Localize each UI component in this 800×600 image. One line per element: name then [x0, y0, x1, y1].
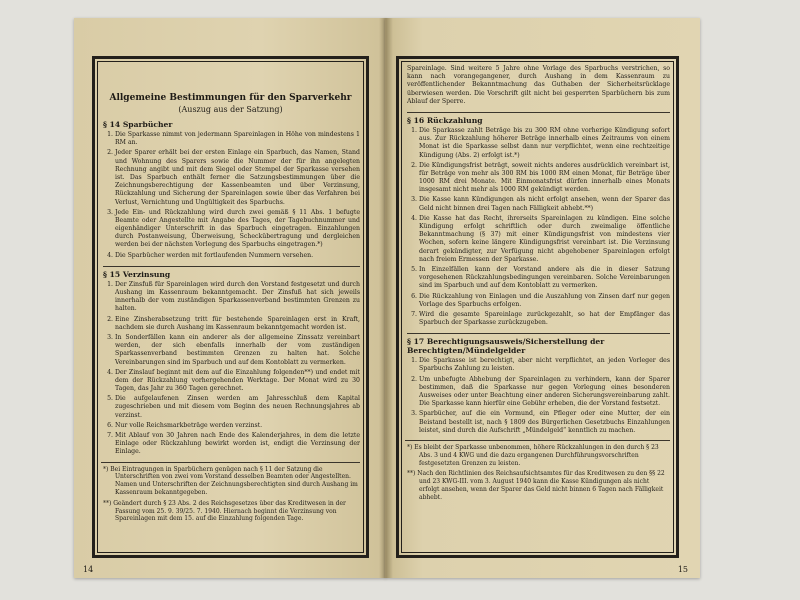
footnote: *) Bei Eintragungen in Sparbüchern genügen nach § 11 der Satzung die Unterschriften von zwei vom Vorstand desselben Beamten oder Angestellten. Namen und Unterschriften der Zeichnungsberechtigten sind durch Aushang im Kassenraum bekanntgegeben.	[103, 465, 358, 496]
footnotes	[101, 462, 360, 524]
list-item: 1. Die Sparkasse zahlt Beträge bis zu 300 RM ohne vorherige Kündigung sofort aus. Zur Rückzahlung höherer Beträge innerhalb eines Zeitraums von einem Monat ist die Sparkasse selbst dann nur verpflichtet, wenn eine rechtzeitige Kündigung (Abs. 2) erfolgt ist.*)	[419, 127, 670, 160]
list-item: 7. Mit Ablauf von 30 Jahren nach Ende des Kalenderjahres, in dem die letzte Einlage oder Rückzahlung bewirkt worden ist, endigt die Verzinsung der Einlage.	[115, 432, 360, 457]
list-item: 1. Die Sparkasse nimmt von jedermann Spareinlagen in Höhe von mindestens 1 RM an.	[115, 131, 360, 147]
footnotes	[405, 440, 670, 502]
page-title: Allgemeine Bestimmungen für den Sparverkehr	[109, 93, 352, 103]
continuation-text: Spareinlage. Sind weitere 5 Jahre ohne Vorlage des Sparbuchs verstrichen, so kann nach vorangegangener, durch Aushang in dem Kassenraum zu veröffentlichender Bekanntmachung das Guthaben der Sicherheitsrücklage überwiesen werden. Die Vorschrift gilt nicht bei gesperrten Sparbüchern bis zum Ablauf der Sperre.	[407, 65, 670, 105]
list-item: 4. Der Zinslauf beginnt mit dem auf die Einzahlung folgenden**) und endet mit dem der Rückzahlung vorhergehenden Werktage. Der Monat wird zu 30 Tagen, das Jahr zu 360 Tagen gerechnet.	[115, 369, 360, 394]
section-17-list	[405, 357, 670, 435]
section-heading: § 14 Sparbücher	[103, 120, 173, 129]
list-item: 3. Die Kasse kann Kündigungen als nicht erfolgt ansehen, wenn der Sparer das Geld nicht binnen drei Tagen nach Fälligkeit abhebt.**)	[419, 196, 670, 212]
section-heading: § 15 Verzinsung	[103, 266, 360, 279]
binding-gutter	[379, 18, 393, 578]
page-subtitle: (Auszug aus der Satzung)	[178, 105, 283, 114]
list-item: 2. Um unbefugte Abhebung der Spareinlagen zu verhindern, kann der Sparer bestimmen, daß die Sparkasse nur gegen Vorlegung eines besonderen Ausweises oder unter Beachtung einer anderen Sicherungsvereinbarung zahlt. Die Sparkasse kann hierfür eine Gebühr erheben, die der Vorstand festsetzt.	[419, 376, 670, 409]
list-item: 2. Jeder Sparer erhält bei der ersten Einlage ein Sparbuch, das Namen, Stand und Wohnung des Sparers sowie die Nummer der für ihn angelegten Rechnung angibt und mit dem Siegel oder Stempel der Sparkasse versehen ist. Das Sparbuch enthält ferner die Satzungsbestimmungen über die Zeichnungsberechtigung der Kassenbeamten und über Verzinsung, Rückzahlung und Sicherung der Spareinlagen sowie über das Verfahren bei Verlust, Vernichtung und Ungültigkeit des Sparbuchs.	[115, 149, 360, 206]
list-item: 3. Jede Ein- und Rückzahlung wird durch zwei gemäß § 11 Abs. 1 befugte Beamte oder Angestellte mit Angabe des Tages, der Tagebuchnummer und eigenhändiger Unterschrift in das Sparbuch eingetragen. Einzahlungen durch Postanweisung, Überweisung, Scheckübertragung und dergleichen werden bei der nächsten Vorlegung des Sparbuchs eingetragen.*)	[115, 209, 360, 250]
section-14-list	[101, 131, 360, 260]
right-page-frame	[396, 56, 679, 558]
section-heading: § 16 Rückzahlung	[407, 112, 670, 125]
page-number: 14	[83, 565, 94, 574]
section-heading: § 17 Berechtigungsausweis/Sicherstellung der Berechtigten/Mündelgelder	[407, 333, 670, 355]
list-item: 6. Die Rückzahlung von Einlagen und die Auszahlung von Zinsen darf nur gegen Vorlage des Sparbuchs erfolgen.	[419, 293, 670, 309]
list-item: 1. Der Zinsfuß für Spareinlagen wird durch den Vorstand festgesetzt und durch Aushang im Kassenraum bekanntgemacht. Der Zinsfuß hat sich jeweils innerhalb der vom zuständigen Sparkassenverband bestimmten Grenzen zu halten.	[115, 281, 360, 314]
left-page	[74, 18, 386, 578]
footnote: *) Es bleibt der Sparkasse unbenommen, höhere Rückzahlungen in den durch § 23 Abs. 3 und 4 KWG und die dazu ergangenen Durchführungsvorschriften festgesetzten Grenzen zu leisten.	[407, 443, 659, 467]
list-item: 3. Sparbücher, auf die ein Vormund, ein Pfleger oder eine Mutter, der ein Beistand bestellt ist, nach § 1809 des Bürgerlichen Gesetzbuchs Einzahlungen leistet, sind durch die Aufschrift „Mündelgeld“ kenntlich zu machen.	[419, 410, 670, 435]
left-page-frame	[92, 56, 369, 558]
section-15-list	[101, 281, 360, 457]
list-item: 2. Eine Zinsherabsetzung tritt für bestehende Spareinlagen erst in Kraft, nachdem sie durch Aushang im Kassenraum bekanntgemacht worden ist.	[115, 316, 360, 332]
list-item: 7. Wird die gesamte Spareinlage zurückgezahlt, so hat der Empfänger das Sparbuch der Sparkasse zurückzugeben.	[419, 311, 670, 327]
list-item: 3. In Sonderfällen kann ein anderer als der allgemeine Zinssatz vereinbart werden, der sich ebenfalls innerhalb der vom zuständigen Sparkassenverband bestimmten Grenzen zu halten hat. Solche Vereinbarungen sind im Sparbuch und auf dem Kontoblatt zu vermerken.	[115, 334, 360, 367]
open-booklet	[74, 18, 700, 578]
footnote: **) Geändert durch § 23 Abs. 2 des Reichsgesetzes über das Kreditwesen in der Fassung vom 25. 9. 39/25. 7. 1940. Hiernach beginnt die Verzinsung von Spareinlagen mit dem 15. auf die Einzahlung folgenden Tage.	[103, 499, 346, 523]
page-number: 15	[677, 565, 688, 574]
list-item: 4. Die Sparbücher werden mit fortlaufenden Nummern versehen.	[115, 252, 360, 260]
list-item: 2. Die Kündigungsfrist beträgt, soweit nichts anderes ausdrücklich vereinbart ist, für Beträge von mehr als 300 RM bis 1000 RM einen Monat, für Beträge über 1000 RM drei Monate. Mit Einmonatsfrist dürfen innerhalb eines Monats insgesamt nicht mehr als 1000 RM gekündigt werden.	[419, 162, 670, 195]
right-page	[385, 18, 700, 578]
list-item: 5. In Einzelfällen kann der Vorstand andere als die in dieser Satzung vorgesehenen Rückzahlungsbedingungen vereinbaren. Solche Vereinbarungen sind im Sparbuch und auf dem Kontoblatt zu vermerken.	[419, 266, 670, 291]
list-item: 5. Die aufgelaufenen Zinsen werden am Jahresschluß dem Kapital zugeschrieben und mit diesem vom Beginn des neuen Rechnungsjahres ab verzinst.	[115, 395, 360, 420]
section-16-list	[405, 127, 670, 327]
list-item: 4. Die Kasse hat das Recht, ihrerseits Spareinlagen zu kündigen. Eine solche Kündigung erfolgt schriftlich oder durch zweimalige öffentliche Bekanntmachung (§ 37) mit einer Kündigungsfrist von mindestens vier Wochen, sofern keine längere Kündigungsfrist vereinbart ist. Die Verzinsung derart gekündigter, zur Verfügung nicht abgehobener Spareinlagen erfolgt nach freiem Ermessen der Sparkasse.	[419, 215, 670, 264]
list-item: 1. Die Sparkasse ist berechtigt, aber nicht verpflichtet, an jeden Vorleger des Sparbuchs Zahlung zu leisten.	[419, 357, 670, 373]
footnote: **) Nach den Richtlinien des Reichsaufsichtsamtes für das Kreditwesen zu den §§ 22 und 23 KWG-III. vom 3. August 1940 kann die Kasse Kündigungen als nicht erfolgt ansehen, wenn der Sparer das Geld nicht binnen 6 Tagen nach Fälligkeit abhebt.	[407, 470, 665, 501]
list-item: 6. Nur volle Reichsmarkbeträge werden verzinst.	[115, 422, 360, 430]
